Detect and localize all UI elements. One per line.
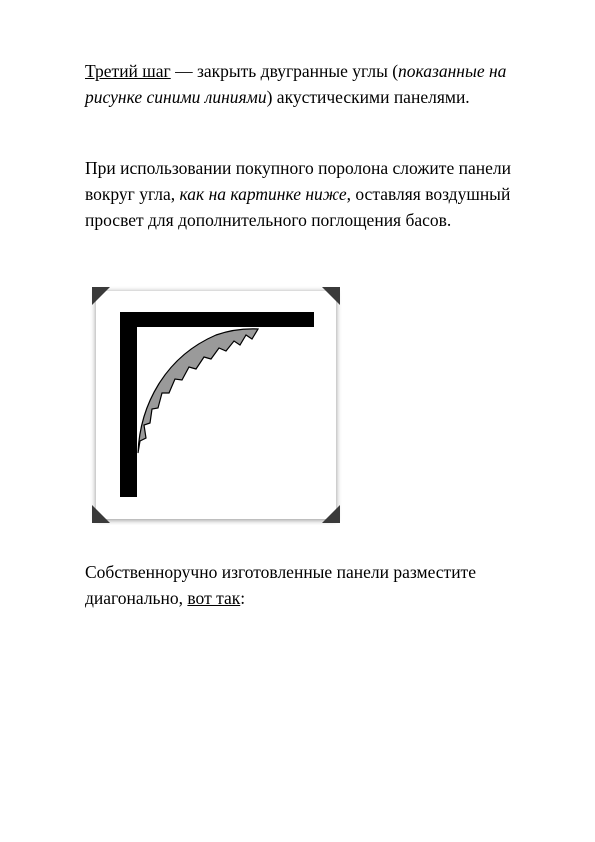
p1-text-mid: — закрыть двугранные углы ( bbox=[170, 61, 399, 81]
corner-panel-diagram-icon bbox=[90, 285, 342, 525]
p1-text-italic: показанные на рисунке синими линиями bbox=[85, 61, 507, 107]
corner-panel-figure bbox=[90, 285, 342, 525]
p3-text-lead: Собственноручно изготовленные панели разместите диагонально, bbox=[85, 562, 476, 608]
p1-text-tail: ) акустическими панелями. bbox=[266, 87, 470, 107]
wall-top bbox=[120, 312, 314, 327]
paragraph-foam-instructions bbox=[85, 155, 555, 233]
paragraph-diy-panels bbox=[85, 559, 555, 611]
p2-text-lead: При использовании покупного поролона сложите панели вокруг угла, bbox=[85, 158, 511, 204]
wall-left bbox=[120, 312, 137, 497]
paragraph-step-three bbox=[85, 58, 555, 110]
example-link[interactable]: вот так bbox=[187, 588, 241, 608]
p2-text-tail: , оставляя воздушный просвет для дополнительного поглощения басов. bbox=[85, 184, 511, 230]
p3-text-tail: : bbox=[240, 588, 246, 608]
step-title: Третий шаг bbox=[85, 61, 171, 81]
p2-text-italic: как на картинке ниже bbox=[179, 184, 347, 204]
